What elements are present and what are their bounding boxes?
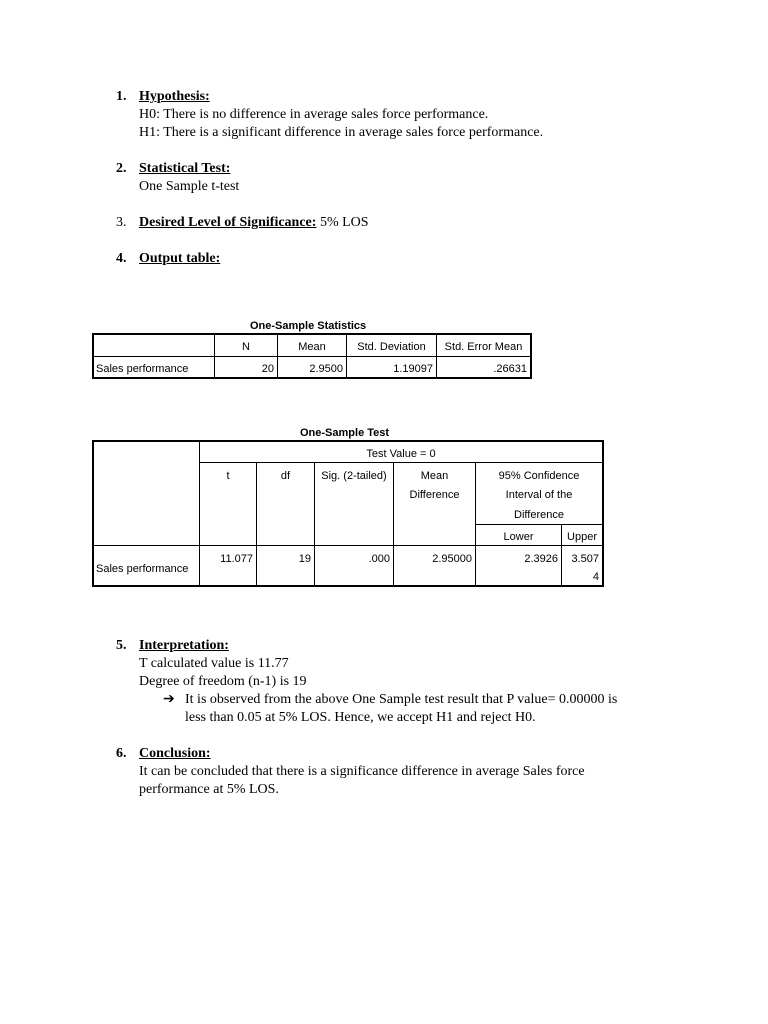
hypothesis-h0: H0: There is no difference in average sales force performance. <box>139 107 489 122</box>
section-3-number: 3. <box>116 215 127 230</box>
table2-title: One-Sample Test <box>300 427 390 439</box>
table1-cell-n: 20 <box>261 363 274 375</box>
table2-header-t: t <box>226 470 230 482</box>
table2-header-ci-line1: 95% Confidence <box>498 470 580 482</box>
table2-header-upper: Upper <box>567 531 597 543</box>
section-2-heading: Statistical Test: <box>139 161 231 176</box>
table2-row-label: Sales performance <box>96 563 189 575</box>
section-6-heading: Conclusion: <box>139 746 211 761</box>
table2-header-mean-line1: Mean <box>420 470 449 482</box>
significance-value: 5% LOS <box>319 215 369 230</box>
table2-cell-mean-difference: 2.95000 <box>432 553 472 565</box>
section-3-line <box>139 214 369 232</box>
section-5-number: 5. <box>116 638 127 653</box>
table2-cell-upper-line1: 3.507 <box>571 553 599 565</box>
section-4-heading: Output table: <box>139 251 221 266</box>
table1-header-mean: Mean <box>298 341 326 353</box>
interpretation-bullet-line2: less than 0.05 at 5% LOS. Hence, we accept H1 and reject H0. <box>185 710 536 725</box>
section-1-number: 1. <box>116 89 127 104</box>
interpretation-t-value: T calculated value is 11.77 <box>139 656 289 671</box>
table2-header-sig: Sig. (2-tailed) <box>321 470 387 482</box>
section-6-number: 6. <box>116 746 127 761</box>
table2-header-ci-line3: Difference <box>514 509 564 521</box>
section-4-number: 4. <box>116 251 127 266</box>
arrow-bullet-icon: ➔ <box>163 692 175 707</box>
table1-title: One-Sample Statistics <box>250 320 367 332</box>
section-1-heading: Hypothesis: <box>139 89 210 104</box>
table1-header-n: N <box>242 341 250 353</box>
hypothesis-h1: H1: There is a significant difference in average sales force performance. <box>139 125 544 140</box>
statistical-test-value: One Sample t-test <box>139 179 240 194</box>
table1-header-std-deviation: Std. Deviation <box>357 341 426 353</box>
table2-header-mean-line2: Difference <box>409 489 460 501</box>
section-3-heading: Desired Level of Significance: <box>139 215 317 230</box>
table2-test-value: Test Value = 0 <box>366 448 436 460</box>
interpretation-df: Degree of freedom (n-1) is 19 <box>139 674 307 689</box>
interpretation-bullet-line1: It is observed from the above One Sample test result that P value= 0.00000 is <box>185 692 618 707</box>
table2-header-ci-line2: Interval of the <box>505 489 573 501</box>
table2-cell-sig: .000 <box>368 553 390 565</box>
table2-cell-upper-line2: 4 <box>592 571 599 583</box>
section-5-heading: Interpretation: <box>139 638 229 653</box>
table2-cell-t: 11.077 <box>220 553 253 565</box>
table1-cell-std-error-mean: .26631 <box>493 363 527 375</box>
table1-row-label: Sales performance <box>96 363 189 375</box>
table2-header-lower: Lower <box>503 531 534 543</box>
section-2-number: 2. <box>116 161 127 176</box>
table1-header-std-error-mean: Std. Error Mean <box>444 341 523 353</box>
table1-cell-std-deviation: 1.19097 <box>393 363 433 375</box>
conclusion-line1: It can be concluded that there is a significance difference in average Sales force <box>139 764 585 779</box>
table2-header-df: df <box>280 470 291 482</box>
table2-cell-lower: 2.3926 <box>524 553 558 565</box>
conclusion-line2: performance at 5% LOS. <box>139 782 279 797</box>
table2-cell-df: 19 <box>298 553 311 565</box>
table1-cell-mean: 2.9500 <box>309 363 343 375</box>
